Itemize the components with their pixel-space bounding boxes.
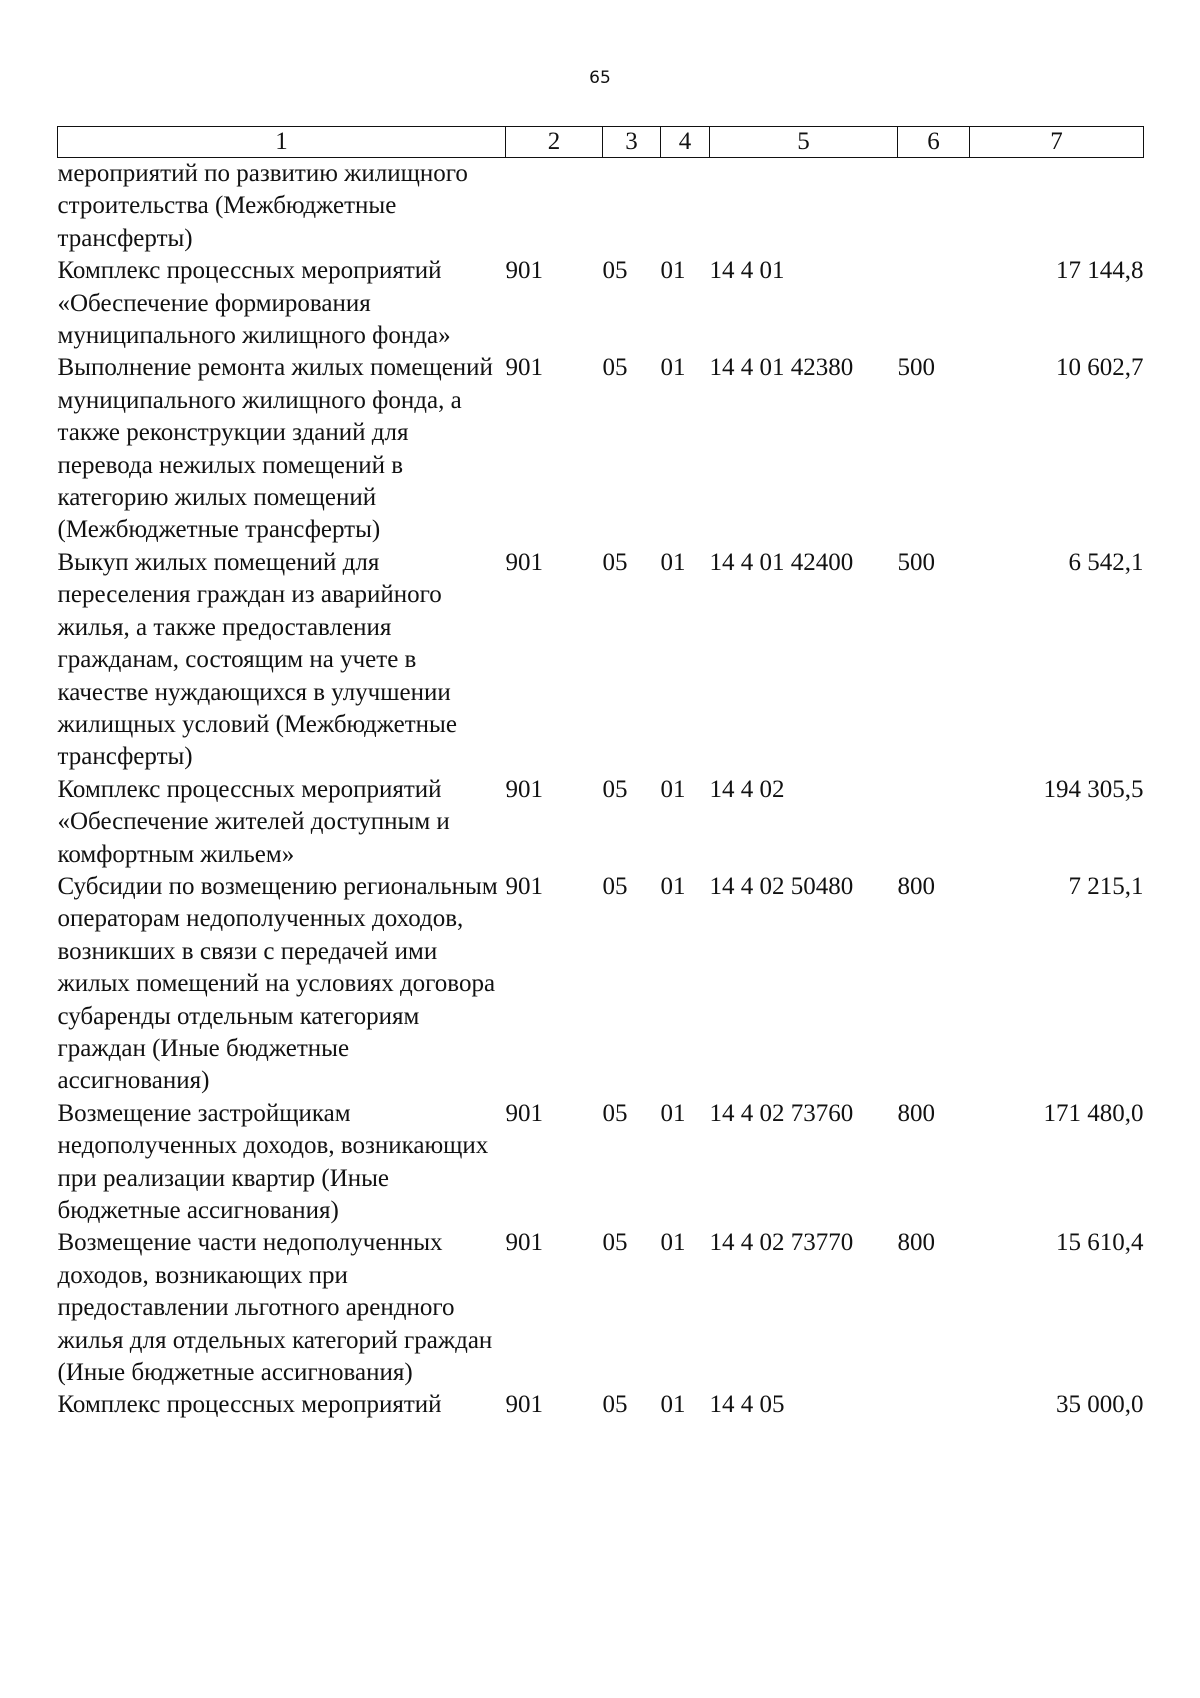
row-description: Субсидии по возмещению региональным операторам недополученных доходов, возникших в связи с передачей ими жилых помещений на условиях договора субаренды отдельным категориям граждан (Иные бюджетные ассигнования) [57, 872, 498, 1095]
ministry-code: 901 [505, 1391, 543, 1419]
table-row [58, 871, 1144, 1098]
amount: 6 542,1 [1068, 548, 1144, 576]
expense-type-code [898, 255, 970, 352]
row-description: Комплекс процессных мероприятий «Обеспечение жителей доступным и комфортным жильем» [57, 775, 450, 868]
ministry-code: 901 [505, 257, 543, 285]
column-header-2: 2 [506, 127, 603, 158]
ministry-code: 901 [505, 354, 543, 382]
row-description: Выполнение ремонта жилых помещений муниципального жилищного фонда, а также реконструкции зданий для перевода нежилых помещений в категорию жилых помещений (Межбюджетные трансферты) [57, 354, 493, 544]
table-row [58, 774, 1144, 871]
row-description: Возмещение части недополученных доходов, возникающих при предоставлении льготного арендного жилья для отдельных категорий граждан (Иные бюджетные ассигнования) [57, 1229, 493, 1387]
subsection-code: 01 [660, 1229, 686, 1257]
amount: 35 000,0 [1056, 1391, 1144, 1419]
subsection-code: 01 [660, 872, 686, 900]
header-row [58, 127, 1144, 158]
budget-table [57, 126, 1144, 1422]
subsection-code: 01 [660, 1099, 686, 1127]
expense-type-code: 800 [897, 1099, 935, 1127]
subsection-code [661, 158, 710, 256]
row-description: Комплекс процессных мероприятий [57, 1391, 442, 1419]
table-row [58, 547, 1144, 774]
ministry-code [506, 158, 603, 256]
amount: 194 305,5 [1043, 775, 1144, 803]
target-article-code: 14 4 05 [709, 1391, 785, 1419]
table-row [58, 1389, 1144, 1421]
column-header-3: 3 [603, 127, 661, 158]
expense-type-code [898, 1389, 970, 1421]
target-article-code: 14 4 01 42380 [709, 354, 854, 382]
row-description: мероприятий по развитию жилищного строительства (Межбюджетные трансферты) [57, 160, 468, 252]
ministry-code: 901 [505, 775, 543, 803]
amount: 10 602,7 [1056, 354, 1144, 382]
subsection-code: 01 [660, 548, 686, 576]
section-code: 05 [602, 257, 628, 285]
page-number: 65 [589, 68, 611, 88]
section-code: 05 [602, 1099, 628, 1127]
section-code: 05 [602, 1391, 628, 1419]
table-row [58, 1227, 1144, 1389]
section-code: 05 [602, 354, 628, 382]
expense-type-code: 500 [897, 548, 935, 576]
target-article-code: 14 4 02 50480 [709, 872, 854, 900]
row-description: Комплекс процессных мероприятий «Обеспечение формирования муниципального жилищного фонда» [57, 257, 451, 350]
table-row [58, 255, 1144, 352]
subsection-code: 01 [660, 354, 686, 382]
column-header-6: 6 [898, 127, 970, 158]
expense-type-code: 800 [897, 1229, 935, 1257]
target-article-code: 14 4 01 [709, 257, 785, 285]
target-article-code: 14 4 01 42400 [709, 548, 854, 576]
amount: 171 480,0 [1043, 1099, 1144, 1127]
budget-document [57, 126, 1143, 1422]
subsection-code: 01 [660, 1391, 686, 1419]
ministry-code: 901 [505, 1229, 543, 1257]
column-header-7: 7 [970, 127, 1144, 158]
table-row [58, 1098, 1144, 1228]
section-code [603, 158, 661, 256]
row-description: Возмещение застройщикам недополученных доходов, возникающих при реализации квартир (Иные бюджетные ассигнования) [57, 1099, 489, 1224]
column-header-1: 1 [58, 127, 506, 158]
column-header-5: 5 [710, 127, 898, 158]
amount: 7 215,1 [1068, 872, 1144, 900]
subsection-code: 01 [660, 775, 686, 803]
amount [970, 158, 1144, 256]
amount: 17 144,8 [1056, 257, 1144, 285]
target-article-code: 14 4 02 73760 [709, 1099, 854, 1127]
amount: 15 610,4 [1056, 1229, 1144, 1257]
expense-type-code [898, 158, 970, 256]
row-description: Выкуп жилых помещений для переселения граждан из аварийного жилья, а также предоставления гражданам, состоящим на учете в качестве нуждающихся в улучшении жилищных условий (Межбюджетные трансферты) [57, 548, 457, 771]
target-article-code: 14 4 02 [709, 775, 785, 803]
ministry-code: 901 [505, 1099, 543, 1127]
section-code: 05 [602, 1229, 628, 1257]
table-body [58, 158, 1144, 1422]
ministry-code: 901 [505, 548, 543, 576]
table-header [58, 127, 1144, 158]
target-article-code [710, 158, 898, 256]
expense-type-code: 500 [897, 354, 935, 382]
table-row [58, 352, 1144, 546]
section-code: 05 [602, 872, 628, 900]
section-code: 05 [602, 548, 628, 576]
expense-type-code: 800 [897, 872, 935, 900]
column-header-4: 4 [661, 127, 710, 158]
ministry-code: 901 [505, 872, 543, 900]
section-code: 05 [602, 775, 628, 803]
target-article-code: 14 4 02 73770 [709, 1229, 854, 1257]
expense-type-code [898, 774, 970, 871]
table-row [58, 158, 1144, 256]
subsection-code: 01 [660, 257, 686, 285]
